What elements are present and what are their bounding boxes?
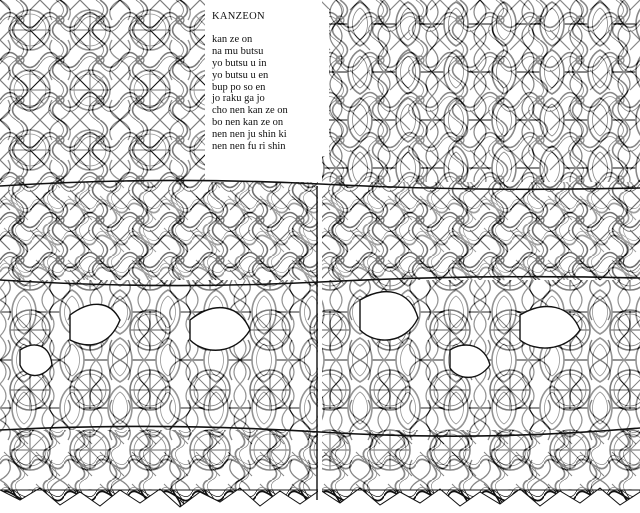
poem-line: cho nen kan ze on — [212, 105, 288, 117]
poem-line: bup po so en — [212, 81, 266, 93]
poem-block — [210, 9, 329, 156]
poem-line: kan ze on — [212, 33, 253, 45]
poem-line: yo butsu u en — [212, 69, 269, 81]
poem-line: yo butsu u in — [212, 57, 267, 69]
poem-line: jo raku ga jo — [212, 93, 265, 105]
poem-line: na mu butsu — [212, 45, 264, 57]
poem-title: KANZEON — [212, 11, 265, 22]
poem-line: nen nen fu ri shin — [212, 141, 286, 153]
poem-line: nen nen ju shin ki — [212, 129, 287, 141]
poem-line: bo nen kan ze on — [212, 117, 284, 129]
